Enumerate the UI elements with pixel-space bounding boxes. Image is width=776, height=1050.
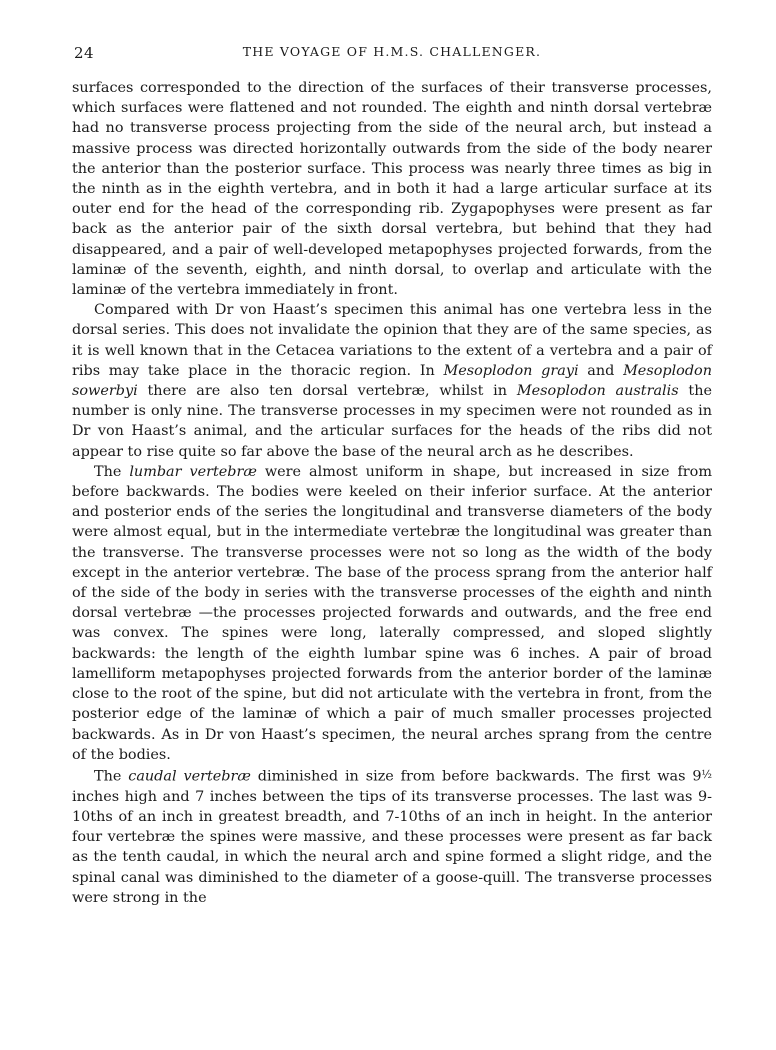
text-run: and [578, 362, 624, 379]
running-title: THE VOYAGE OF H.M.S. CHALLENGER. [242, 44, 542, 59]
paragraph-1 [72, 78, 712, 300]
text-run: were almost uniform in shape, but increased in size from before backwards. The bodies were keeled on their inferior surface. At the anterior and posterior ends of the series the longitudinal and transverse diameters of the body were almost equal, but in the intermediate vertebræ the longitudinal was greater than the transverse. The transverse processes were not so long as the width of the body except in the anterior vertebræ. The base of the process sprang from the anterior half of the side of the body in series with the transverse processes of the eighth and ninth dorsal vertebræ —the processes projected forwards and outwards, and the free end was convex. The spines were long, laterally compressed, and sloped slightly backwards: the length of the eighth lumbar spine was 6 inches. A pair of broad lamelliform metapophyses projected forwards from the anterior border of the laminæ close to the root of the spine, but did not articulate with the vertebra in front, from the posterior edge of the laminæ of which a pair of much smaller processes projected backwards. As in Dr von Haast’s specimen, the neural arches sprang from the centre of the bodies. [72, 463, 712, 763]
italic-term: caudal vertebræ [128, 768, 251, 785]
paragraph-2 [72, 300, 712, 462]
text-run: diminished in size from before backwards. The first was 9 [250, 768, 702, 785]
italic-term: lumbar vertebræ [129, 463, 257, 480]
italic-term: Mesoplodon sowerbyi [72, 362, 712, 400]
italic-term: Mesoplodon grayi [443, 362, 579, 379]
text-run: inches high and 7 inches between the tips of its transverse processes. The last was 9-10ths of an inch in greatest breadth, and 7-10ths of an inch in height. In the anterior four vertebræ the spines were massive, and these processes were present as far back as the tenth caudal, in which the neural arch and spine formed a slight ridge, and the spinal canal was diminished to the diameter of a goose-quill. The transverse processes were strong in the [72, 788, 712, 906]
paragraph-3 [72, 462, 712, 765]
text-run: the number is only nine. The transverse processes in my specimen were not rounded as in Dr von Haast’s animal, and the articular surfaces for the heads of the ribs did not appear to rise quite so far above the base of the neural arch as he describes. [72, 383, 712, 460]
document-page [72, 44, 712, 908]
text-run: there are also ten dorsal vertebræ, whilst in [137, 383, 517, 400]
text-run: The [94, 768, 129, 785]
paragraph-4 [72, 765, 712, 908]
page-number: 24 [74, 44, 95, 62]
text-run: Compared with Dr von Haast’s specimen this animal has one vertebra less in the dorsal series. This does not invalidate the opinion that they are of the same species, as it is well known that in the Cetacea variations to the extent of a vertebra and a pair of ribs may take place in the thoracic region. In [72, 302, 712, 379]
text-run: The [94, 463, 130, 480]
body-text [72, 78, 712, 908]
italic-term: Mesoplodon australis [516, 383, 679, 400]
fraction: ½ [701, 767, 712, 781]
text-run: surfaces corresponded to the direction of the surfaces of their transverse processes, which surfaces were flattened and not rounded. The eighth and ninth dorsal vertebræ had no transverse process projecting from the side of the neural arch, but instead a massive process was directed horizontally outwards from the side of the body nearer the anterior than the posterior surface. This process was nearly three times as big in the ninth as in the eighth vertebra, and in both it had a large articular surface at its outer end for the head of the corresponding rib. Zygapophyses were present as far back as the anterior pair of the sixth dorsal vertebra, but behind that they had disappeared, and a pair of well-developed metapophyses projected forwards, from the laminæ of the seventh, eighth, and ninth dorsal, to overlap and articulate with the laminæ of the vertebra immediately in front. [72, 80, 712, 299]
page-header [72, 44, 712, 66]
